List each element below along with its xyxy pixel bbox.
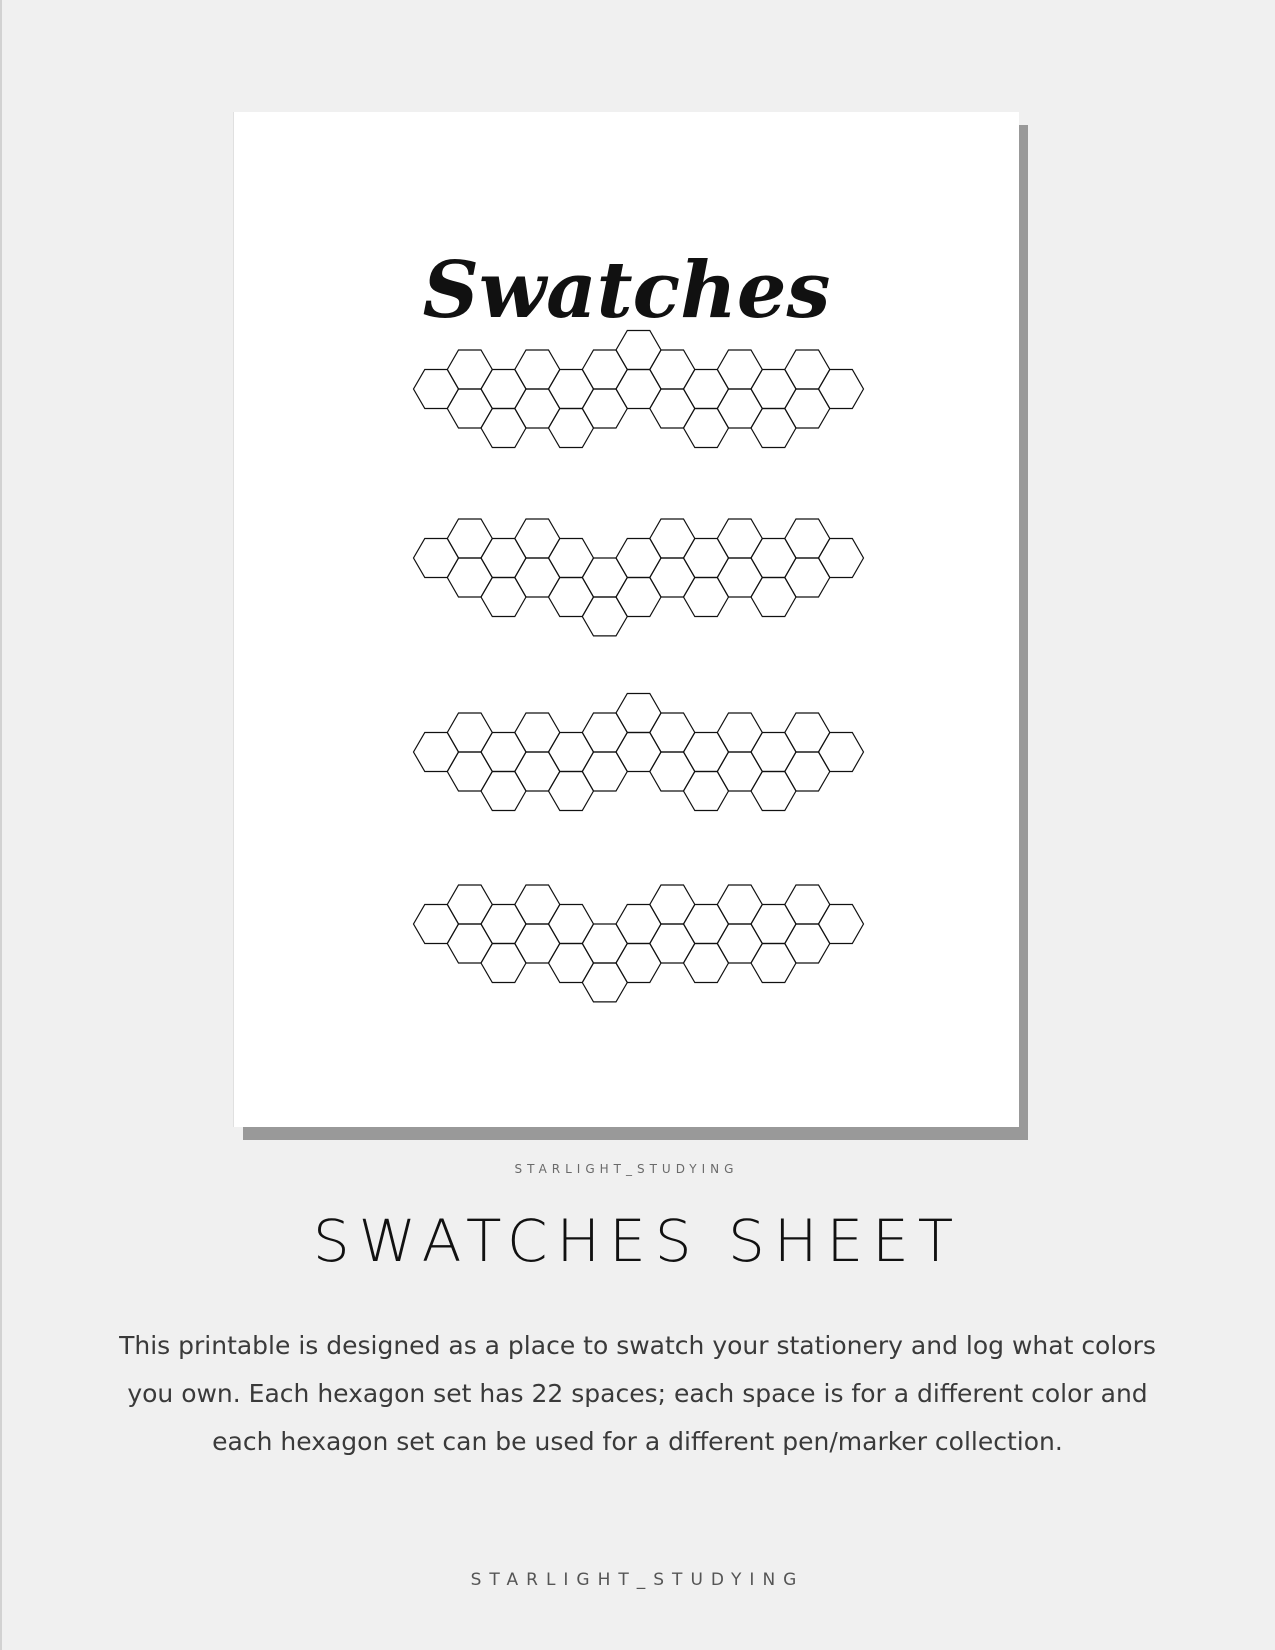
- hexagon-swatch-space: [785, 885, 830, 924]
- page-heading: SWATCHES SHEET: [312, 1207, 963, 1275]
- hexagon-swatch-space: [717, 519, 762, 558]
- hexagon-swatch-space: [785, 519, 830, 558]
- hexagon-swatch-space: [785, 924, 830, 963]
- hexagon-swatch-space: [751, 578, 796, 617]
- hexagon-swatch-space: [414, 733, 459, 772]
- hexagon-swatch-space: [481, 733, 526, 772]
- hexagon-swatch-space: [447, 558, 492, 597]
- page-footer: STARLIGHT_STUDYING: [470, 1570, 805, 1590]
- hexagon-swatch-space: [684, 539, 729, 578]
- hexagon-swatch-space: [785, 389, 830, 428]
- hexagon-swatch-space: [481, 578, 526, 617]
- hexagon-set-1: [414, 331, 864, 448]
- hexagon-swatch-space: [684, 370, 729, 409]
- hexagon-swatch-space: [515, 389, 560, 428]
- hexagon-swatch-space: [481, 772, 526, 811]
- printable-sheet-preview: [234, 112, 1019, 1176]
- hexagon-swatch-space: [717, 885, 762, 924]
- hexagon-swatch-space: [717, 350, 762, 389]
- hexagon-swatch-space: [616, 694, 661, 733]
- hexagon-swatch-space: [549, 578, 594, 617]
- hexagon-swatch-space: [616, 733, 661, 772]
- hexagon-swatch-space: [549, 539, 594, 578]
- hexagon-swatch-space: [549, 409, 594, 448]
- hexagon-swatch-space: [582, 389, 627, 428]
- hexagon-swatch-space: [717, 389, 762, 428]
- hexagon-swatch-space: [717, 924, 762, 963]
- hexagon-swatch-space: [684, 733, 729, 772]
- hexagon-swatch-space: [515, 885, 560, 924]
- hexagon-swatch-space: [751, 905, 796, 944]
- hexagon-swatch-space: [549, 733, 594, 772]
- hexagon-swatch-space: [447, 885, 492, 924]
- hexagon-swatch-space: [582, 597, 627, 636]
- hexagon-swatch-space: [549, 905, 594, 944]
- hexagon-swatch-space: [751, 772, 796, 811]
- hexagon-swatch-space: [481, 539, 526, 578]
- hexagon-swatch-space: [582, 963, 627, 1002]
- hexagon-swatch-space: [447, 713, 492, 752]
- hexagon-swatch-space: [447, 519, 492, 558]
- hexagon-swatch-space: [751, 409, 796, 448]
- hexagon-swatch-space: [515, 924, 560, 963]
- hexagon-swatch-space: [616, 578, 661, 617]
- hexagon-swatch-space: [515, 713, 560, 752]
- hexagon-swatch-space: [650, 558, 695, 597]
- hexagon-swatch-space: [616, 539, 661, 578]
- hexagon-swatch-space: [785, 752, 830, 791]
- hexagon-swatch-space: [717, 752, 762, 791]
- hexagon-swatch-space: [481, 944, 526, 983]
- hexagon-swatch-space: [650, 350, 695, 389]
- hexagon-swatch-space: [447, 752, 492, 791]
- hexagon-set-4: [414, 885, 864, 1002]
- hexagon-swatch-space: [650, 924, 695, 963]
- hexagon-swatch-space: [751, 944, 796, 983]
- hexagon-swatch-space: [616, 905, 661, 944]
- hexagon-swatch-space: [582, 752, 627, 791]
- hexagon-swatch-space: [549, 370, 594, 409]
- hexagon-swatch-space: [582, 924, 627, 963]
- hexagon-swatch-space: [447, 924, 492, 963]
- hexagon-swatch-space: [447, 350, 492, 389]
- hexagon-swatch-space: [751, 539, 796, 578]
- hexagon-swatch-space: [650, 519, 695, 558]
- hexagon-set-2: [414, 519, 864, 636]
- hexagon-swatch-space: [481, 409, 526, 448]
- hexagon-swatch-space: [414, 905, 459, 944]
- hexagon-swatch-space: [481, 905, 526, 944]
- hexagon-swatch-space: [650, 389, 695, 428]
- hexagon-swatch-space: [684, 905, 729, 944]
- hexagon-swatch-space: [785, 713, 830, 752]
- hexagon-swatch-space: [819, 370, 864, 409]
- hexagon-swatch-space: [549, 944, 594, 983]
- sheet-footer: STARLIGHT_STUDYING: [514, 1162, 739, 1176]
- hexagon-swatch-space: [751, 370, 796, 409]
- hexagon-swatch-space: [819, 905, 864, 944]
- hexagon-swatch-space: [447, 389, 492, 428]
- hexagon-swatch-space: [582, 558, 627, 597]
- hexagon-swatch-space: [684, 944, 729, 983]
- hexagon-swatch-space: [650, 713, 695, 752]
- hexagon-swatch-space: [414, 539, 459, 578]
- hexagon-swatch-space: [717, 558, 762, 597]
- hexagon-swatch-space: [549, 772, 594, 811]
- hexagon-swatch-space: [515, 752, 560, 791]
- hexagon-swatch-space: [616, 331, 661, 370]
- hexagon-swatch-space: [616, 370, 661, 409]
- hexagon-swatch-space: [582, 350, 627, 389]
- hexagon-swatch-grid: [234, 112, 1019, 1127]
- hexagon-swatch-space: [515, 558, 560, 597]
- hexagon-swatch-space: [751, 733, 796, 772]
- hexagon-swatch-space: [785, 558, 830, 597]
- hexagon-swatch-space: [819, 539, 864, 578]
- hexagon-swatch-space: [414, 370, 459, 409]
- hexagon-swatch-space: [515, 519, 560, 558]
- hexagon-swatch-space: [785, 350, 830, 389]
- description-text: This printable is designed as a place to swatch your stationery and log what colors you own. Each hexagon set has 22 spaces; each space is for a different color and each hexagon set can be used for a different pen/marker collection.: [119, 1331, 1156, 1456]
- hexagon-swatch-space: [650, 752, 695, 791]
- sheet-title: Swatches: [422, 245, 831, 336]
- hexagon-swatch-space: [582, 713, 627, 752]
- hexagon-swatch-space: [481, 370, 526, 409]
- hexagon-swatch-space: [684, 578, 729, 617]
- hexagon-swatch-space: [650, 885, 695, 924]
- hexagon-swatch-space: [819, 733, 864, 772]
- page-edge: [0, 0, 2, 1650]
- hexagon-swatch-space: [717, 713, 762, 752]
- hexagon-swatch-space: [684, 409, 729, 448]
- hexagon-swatch-space: [684, 772, 729, 811]
- hexagon-swatch-space: [616, 944, 661, 983]
- hexagon-set-3: [414, 694, 864, 811]
- hexagon-swatch-space: [515, 350, 560, 389]
